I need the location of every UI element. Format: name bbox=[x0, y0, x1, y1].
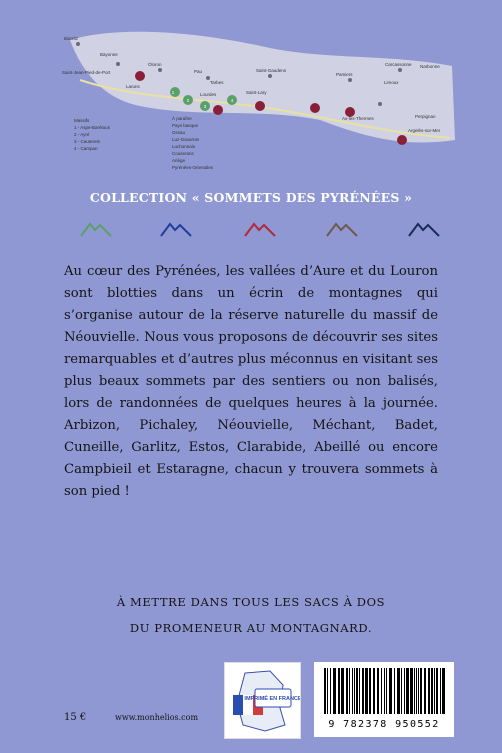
mountain-icon-blue bbox=[160, 221, 192, 237]
svg-text:Ossau: Ossau bbox=[172, 130, 186, 135]
svg-text:Saint-Jean-Pied-de-Port: Saint-Jean-Pied-de-Port bbox=[62, 70, 111, 75]
svg-text:Argelès-sur-Mer: Argelès-sur-Mer bbox=[408, 128, 441, 133]
svg-text:Carcassonne: Carcassonne bbox=[385, 62, 412, 67]
svg-text:1: 1 bbox=[171, 90, 175, 95]
svg-text:Pau: Pau bbox=[194, 69, 203, 74]
svg-text:Laruns: Laruns bbox=[126, 84, 140, 89]
svg-text:Perpignan: Perpignan bbox=[415, 114, 436, 119]
svg-text:Limoux: Limoux bbox=[384, 80, 399, 85]
isbn-barcode bbox=[314, 662, 454, 737]
map-legend-left bbox=[74, 118, 111, 151]
svg-text:1 - Aspe-Barétous: 1 - Aspe-Barétous bbox=[74, 125, 111, 130]
collection-title: COLLECTION « SOMMETS DES PYRÉNÉES » bbox=[89, 190, 413, 205]
svg-text:Luchonnais: Luchonnais bbox=[172, 144, 196, 149]
svg-text:Ariège: Ariège bbox=[172, 158, 186, 163]
imprime-en-france-sticker bbox=[224, 662, 301, 739]
svg-text:Saint-Gaudens: Saint-Gaudens bbox=[256, 68, 287, 73]
svg-text:Luz-Gavarnie: Luz-Gavarnie bbox=[172, 137, 200, 142]
region-map bbox=[60, 20, 460, 185]
svg-text:4 - Campan: 4 - Campan bbox=[74, 146, 98, 151]
tagline-line-1: À METTRE DANS TOUS LES SACS À DOS bbox=[116, 595, 386, 609]
svg-text:Narbonne: Narbonne bbox=[420, 64, 440, 69]
svg-text:IMPRIMÉ EN FRANCE: IMPRIMÉ EN FRANCE bbox=[244, 696, 300, 702]
price: 15 € bbox=[64, 712, 87, 723]
book-description: Au cœur des Pyrénées, les vallées d’Aure et du Louron sont blotties dans un écrin de montagnes qui s’organise autour de la réserve naturelle du massif de Néouvielle. Nous vous proposons de découvrir ses sites remarquables et d’autres plus méconnus en visitant ses plus beaux sommets par des sentiers ou non balisés, lors de randonnées de quelques heures à la journée. Arbizon, Pichaley, Néouvielle, Méchant, Badet, Cuneille, Garlitz, Estos, Clarabide, Abeillé ou encore Campbieil et Estaragne, chacun y trouvera sommets à son pied ! bbox=[64, 264, 438, 499]
mountain-icon-red bbox=[244, 221, 276, 237]
svg-text:Couserans: Couserans bbox=[172, 151, 194, 156]
svg-text:Saint-Lary: Saint-Lary bbox=[246, 90, 267, 95]
svg-text:4: 4 bbox=[230, 98, 234, 103]
svg-text:3: 3 bbox=[203, 104, 207, 109]
svg-text:Pays basque: Pays basque bbox=[172, 123, 199, 128]
svg-text:2 - Ayré: 2 - Ayré bbox=[74, 132, 90, 137]
map-legend-right bbox=[172, 115, 214, 170]
svg-text:Bayonne: Bayonne bbox=[100, 52, 118, 57]
svg-text:Pamiers: Pamiers bbox=[336, 72, 353, 77]
mountain-icons-row bbox=[0, 221, 502, 243]
svg-text:Pyrénées-Orientales: Pyrénées-Orientales bbox=[172, 165, 214, 170]
svg-text:2: 2 bbox=[186, 98, 190, 103]
mountain-icon-green bbox=[80, 221, 112, 237]
tagline-line-2: DU PROMENEUR AU MONTAGNARD. bbox=[129, 621, 373, 635]
mountain-icon-navy bbox=[408, 221, 440, 237]
svg-text:Oloron: Oloron bbox=[148, 62, 162, 67]
isbn-number: 9 782378 950552 bbox=[328, 719, 440, 730]
svg-text:Lourdes: Lourdes bbox=[200, 92, 217, 97]
svg-text:3 - Cauterets: 3 - Cauterets bbox=[74, 139, 101, 144]
svg-text:Biarritz: Biarritz bbox=[64, 36, 79, 41]
svg-text:À paraître: À paraître bbox=[172, 116, 192, 121]
svg-text:Massifs: Massifs bbox=[74, 118, 90, 123]
publisher-website: www.monhelios.com bbox=[115, 713, 199, 722]
mountain-icon-brown bbox=[326, 221, 358, 237]
svg-text:Tarbes: Tarbes bbox=[210, 80, 224, 85]
svg-text:Ax-les-Thermes: Ax-les-Thermes bbox=[342, 116, 374, 121]
